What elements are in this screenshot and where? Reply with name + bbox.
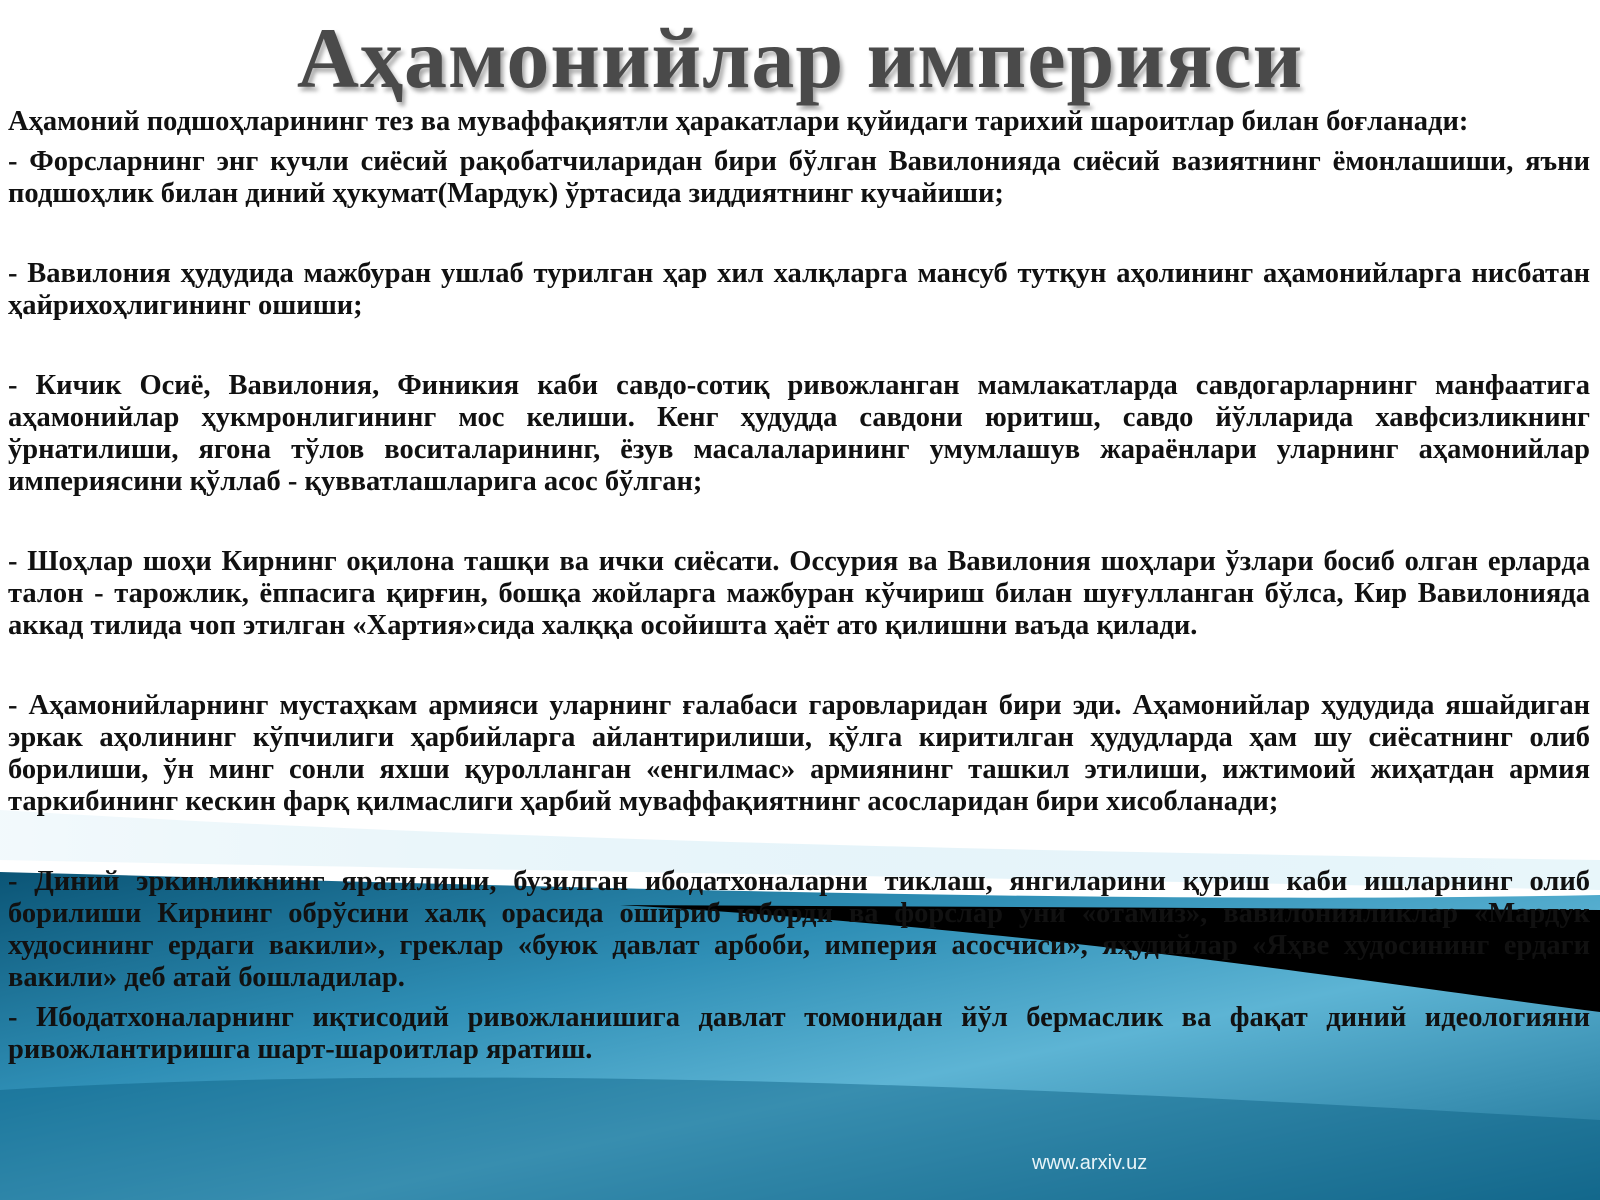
list-item: - Шоҳлар шоҳи Кирнинг оқилона ташқи ва ички сиёсати. Оссурия ва Вавилония шоҳлари ўзлари босиб олган ерларда талон - тарожлик, ёппасига қирғин, бошқа жойларга мажбуран кўчириш билан шуғулланган бўлса, Кир Вавилонияда аккад тилида чоп этилган «Хартия»сида халққа осойишта ҳаёт ато қилишни ваъда қилади. — [8, 546, 1590, 641]
page-title: Аҳамонийлар империяси — [296, 10, 1304, 106]
site-watermark: www.arxiv.uz — [1032, 1152, 1148, 1174]
slide-body — [8, 106, 1590, 1066]
list-item: - Ибодатхоналарнинг иқтисодий ривожланишига давлат томонидан йўл бермаслик ва фақат диний идеологияни ривожлантиришга шарт-шароитлар яратиш. — [8, 1002, 1590, 1065]
list-item: - Диний эркинликнинг яратилиши, бузилган ибодатхоналарни тиклаш, янгиларини қуриш каби ишларнинг олиб борилиши Кирнинг обрўсини халқ орасида ошириб юборди ва форслар уни «отамиз», вавилонияликлар «Мардук худосининг ердаги вакили», греклар «буюк давлат арбоби, империя асосчиси», яҳудийлар «Яҳве худосининг ердаги вакили» деб атай бошладилар. — [8, 866, 1590, 993]
list-item: - Вавилония ҳудудида мажбуран ушлаб турилган ҳар хил халқларга мансуб тутқун аҳолининг аҳамонийларга нисбатан ҳайрихоҳлигининг ошиши; — [8, 258, 1590, 321]
list-item: - Кичик Осиё, Вавилония, Финикия каби савдо-сотиқ ривожланган мамлакатларда савдогарларнинг манфаатига аҳамонийлар ҳукмронлигининг мос келиши. Кенг ҳудудда савдони юритиш, савдо йўлларида хавфсизликнинг ўрнатилиши, ягона тўлов воситаларининг, ёзув масалаларининг умумлашув жараёнлари уларнинг аҳамонийлар империясини қўллаб - қувватлашларига асос бўлган; — [8, 370, 1590, 497]
intro-paragraph: Аҳамоний подшоҳларининг тез ва муваффақиятли ҳаракатлари қуйидаги тарихий шароитлар билан боғланади: — [8, 106, 1469, 137]
list-item: - Аҳамонийларнинг мустаҳкам армияси уларнинг ғалабаси гаровларидан бири эди. Аҳамонийлар ҳудудида яшайдиган эркак аҳолининг кўпчилиги ҳарбийларга айлантирилиши, қўлга киритилган ҳудудларда ҳам шу сиёсатнинг олиб борилиши, ўн минг сонли яхши қуролланган «енгилмас» армиянинг ташкил этилиши, ижтимоий жиҳатдан армия таркибининг кескин фарқ қилмаслиги ҳарбий муваффақиятнинг асосларидан бири хисобланади; — [8, 690, 1590, 817]
list-item: - Форсларнинг энг кучли сиёсий рақобатчиларидан бири бўлган Вавилонияда сиёсий вазиятнинг ёмонлашиши, яъни подшоҳлик билан диний ҳукумат(Мардук) ўртасида зиддиятнинг кучайиши; — [8, 146, 1590, 209]
